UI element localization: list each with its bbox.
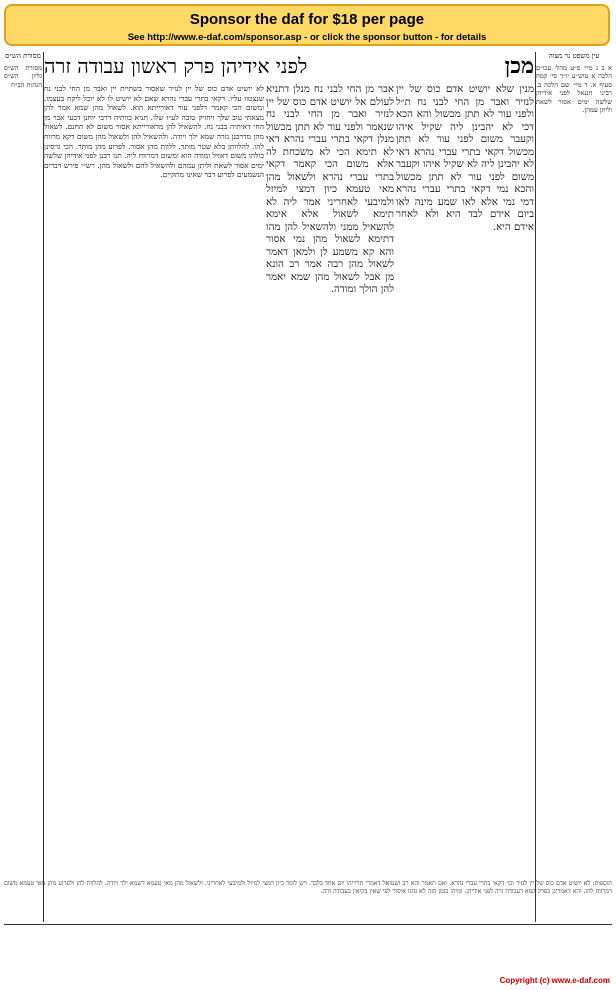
rashi-text: לא יושיט אדם כוס של יין לנזיר שאסור בשתיית יין ואבר מן החי לבני נח שנצטוו עליו. דקאי בתרי עברי נהרא שאם לא יושיט לו לא יוכל ליקח בעצמו. ומשום הכי קאמר דלפני עור דאורייתא הוא. לשאול מהן שמא אמר להן מצאתי טוב שלך ויחזיק טובה לע״ז שלו. תניא כוותיה דרבי יוחנן דבעי אבר מן החי דאיתיה בבני נח. להשאיל להן מדאורייתא אסור משום לא תחנם. לשאול מהן מדרבנן גזרה שמא ילך ויודה. ולהשאיל להן ולשאול מהן משום דקא מרווח להו. להלוותן בלא שטר מותר. ללוות מהן אסור. לפרוע מהן מותר. הכי גרסינן כולהו משום דאזיל ומודה הוא ומשום דמרווח ליה. תנו רבנן לפני אידיהן שלשה ימים אסור לשאת וליתן עמהם ולהשאיל להם ולשאול מהן. רש״י פירש דברים הנשמעים לפרוע דבר שאינו מתקיים. [44, 84, 264, 180]
tosafot-notes: תוספות: לא יושיט אדם כוס של יין לנזיר וכו׳ דקאי בתרי עברי נהרא. ואם תאמר והא רב ושמואל דאמרי תרוייהו יום אחד בלבד. ויש לומר כיון דמצי למיזל ולמיבעי לאחריני. ולשאול מהן מאי טעמא דשמא ילך ויודה. להלוות להן ולפרוע מהן מאי טעמא משום דמרווח להו. והא דאמרינן בפרק קמא דעבודה זרה לפני אידיהן. ומיהו בזמן הזה לא נהגו איסור לפי שאין בקיאין בעבודה זרה. [4, 880, 612, 895]
talmud-page [4, 52, 612, 972]
masoret-text: מסורת הש״ס גליון הש״ס הגהות הב״ח [4, 64, 42, 89]
masoret-label: מסורת הש״ס [5, 52, 41, 60]
page-heading [44, 52, 534, 80]
gemara-text-left: אבר מן החי לבני נח מנלן דתניא לעולם אל יושיט אדם כוס של יין לנזיר ואבר מן החי לבני נח שנאמר ולפני עור לא תתן מכשול מנלן דקאי בתרי עברי נהרא דאי לא תימא הכי לא משכחת לה אלא משום הכי קאמר דקאי בתרי עברי נהרא ולשאול מהן מאי טעמא כיון דמצי למיזל ולמיבעי לאחריני אמר ליה לא תימא לשאול אלא אימא להשאיל ממני ולהשאיל להן מהו דתימא לשאול מהן נמי אסור והא קא משמע לן ולמאן דאמר לשאול מהן רבה אמר רב הונא מן אבל לשאול מהן שמא יאמר להן הולך ומודה. [266, 84, 394, 295]
gemara-text-right: מנין שלא יושיט אדם כוס של יין לנזיר ואבר מן החי לבני נח ת״ל ולפני עור לא תתן מכשול והא הכא דכי לא יהבינן ליה שקיל איהו וקעבר משום לפני עור לא תתן מכשול דקאי בתרי עברי נהרא דאי לא יהבינן ליה לא שקיל איהו וקעבר משום לפני עור לא תתן מכשול והכא נמי דקאי בתרי עברי נהרא דמי נמי אלא לאו שמע מינה לאו ביום אידם לבד היא ולא לאחר אידם היא. [396, 84, 534, 233]
sponsor-banner[interactable] [4, 4, 610, 46]
amud-title: מכן [504, 53, 534, 79]
sponsor-subtitle[interactable]: See http://www.e-daf.com/sponsor.asp - or click the sponsor button - for details [127, 32, 487, 43]
masoret-hashas-column [4, 52, 42, 972]
rashi-column [44, 84, 264, 972]
copyright-link[interactable]: Copyright (c) www.e-daf.com [499, 976, 610, 985]
gemara-right-column [396, 84, 534, 972]
gemara-left-column [266, 84, 394, 972]
ein-mishpat-text: א ב ג מיי׳ פ״ט מהל׳ עכו״ם הלכה א טוש״ע יו״ד סי׳ קמח סעיף א. ד מיי׳ שם הלכה ב. רבינו חננאל לפני אידיהן שלשה ימים אסור לשאת וליתן עמהן. [536, 64, 612, 115]
ein-mishpat-label: עין משפט נר מצוה [548, 52, 600, 60]
sponsor-title[interactable]: Sponsor the daf for $18 per page [189, 11, 425, 28]
chapter-title: לפני אידיהן פרק ראשון עבודה זרה [44, 53, 308, 78]
ein-mishpat-column [536, 52, 612, 972]
